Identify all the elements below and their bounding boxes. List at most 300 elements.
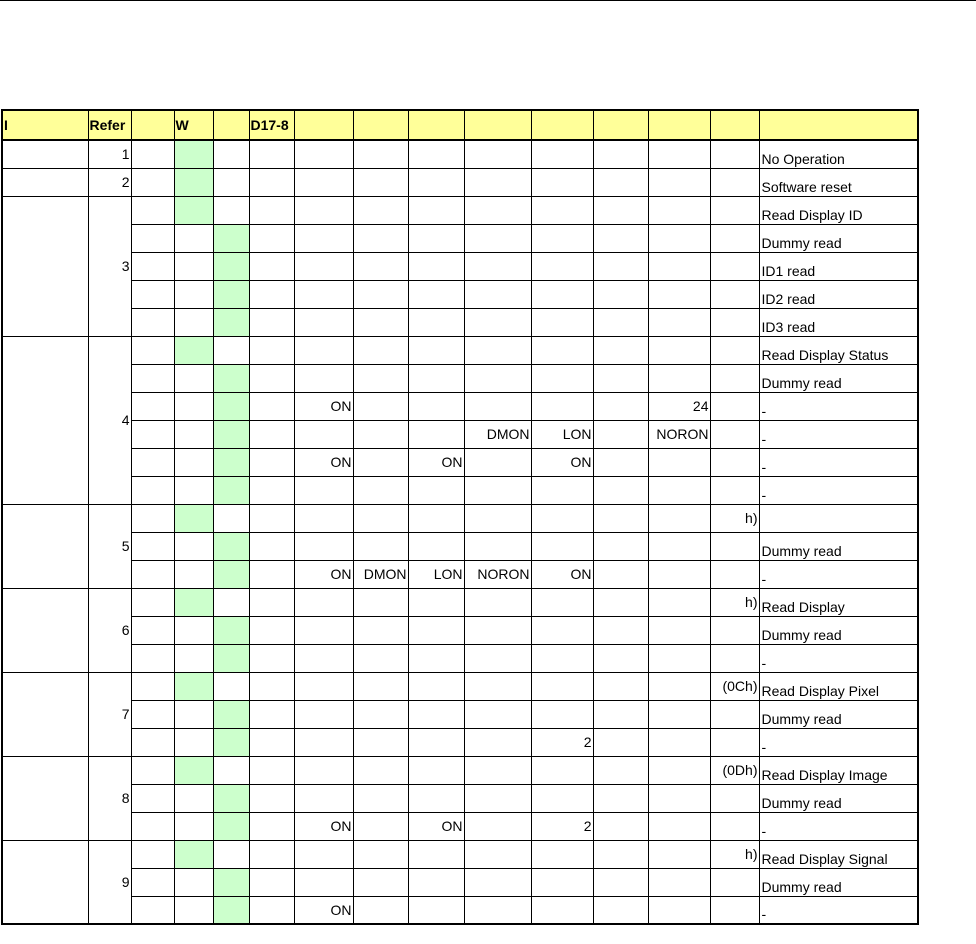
table-row — [2, 644, 918, 672]
header-col-7 — [353, 110, 408, 140]
empty-cell — [648, 896, 710, 924]
bit-value: ON — [294, 896, 353, 924]
empty-cell — [249, 252, 294, 280]
empty-cell — [464, 532, 531, 560]
empty-cell — [648, 672, 710, 700]
group-cell — [2, 196, 88, 336]
empty-cell — [353, 420, 408, 448]
empty-cell — [294, 756, 353, 784]
command-description: - — [759, 728, 918, 756]
empty-cell — [294, 476, 353, 504]
empty-cell — [648, 448, 710, 476]
empty-cell — [294, 784, 353, 812]
empty-cell — [464, 280, 531, 308]
empty-cell — [648, 840, 710, 868]
table-row — [2, 896, 918, 924]
empty-cell — [131, 168, 174, 196]
empty-cell — [174, 532, 213, 560]
empty-cell — [593, 756, 648, 784]
group-cell — [2, 840, 88, 924]
empty-cell — [593, 784, 648, 812]
empty-cell — [464, 784, 531, 812]
group-cell — [2, 504, 88, 588]
bit-value: 2 — [531, 812, 593, 840]
empty-cell — [593, 868, 648, 896]
empty-cell — [408, 140, 464, 168]
empty-cell — [408, 616, 464, 644]
empty-cell — [464, 336, 531, 364]
bit-value: h) — [710, 840, 759, 868]
empty-cell — [531, 280, 593, 308]
rw-indicator-cell — [174, 336, 213, 364]
rw-indicator-cell — [213, 560, 249, 588]
empty-cell — [294, 728, 353, 756]
command-description: Dummy read — [759, 224, 918, 252]
empty-cell — [249, 756, 294, 784]
bit-value: DMON — [464, 420, 531, 448]
table-row — [2, 672, 918, 700]
empty-cell — [648, 280, 710, 308]
rw-indicator-cell — [213, 308, 249, 336]
empty-cell — [648, 784, 710, 812]
empty-cell — [249, 896, 294, 924]
table-row — [2, 532, 918, 560]
empty-cell — [353, 728, 408, 756]
empty-cell — [464, 812, 531, 840]
reference-number: 6 — [88, 588, 131, 672]
empty-cell — [353, 196, 408, 224]
empty-cell — [648, 532, 710, 560]
empty-cell — [593, 812, 648, 840]
empty-cell — [408, 896, 464, 924]
table-row — [2, 700, 918, 728]
empty-cell — [353, 812, 408, 840]
bit-value: DMON — [353, 560, 408, 588]
empty-cell — [464, 392, 531, 420]
empty-cell — [710, 420, 759, 448]
command-description: Read Display Pixel — [759, 672, 918, 700]
header-col-12 — [648, 110, 710, 140]
table-row — [2, 868, 918, 896]
empty-cell — [408, 252, 464, 280]
table-row — [2, 616, 918, 644]
empty-cell — [593, 364, 648, 392]
rw-indicator-cell — [174, 168, 213, 196]
bit-value: (0Ch) — [710, 672, 759, 700]
empty-cell — [213, 196, 249, 224]
command-description: Read Display — [759, 588, 918, 616]
empty-cell — [249, 168, 294, 196]
empty-cell — [531, 252, 593, 280]
empty-cell — [648, 308, 710, 336]
empty-cell — [131, 504, 174, 532]
table-row — [2, 196, 918, 224]
empty-cell — [531, 504, 593, 532]
empty-cell — [249, 672, 294, 700]
empty-cell — [294, 168, 353, 196]
empty-cell — [294, 224, 353, 252]
header-row — [2, 110, 918, 140]
table-row — [2, 420, 918, 448]
empty-cell — [710, 336, 759, 364]
empty-cell — [249, 504, 294, 532]
command-description: - — [759, 812, 918, 840]
empty-cell — [464, 140, 531, 168]
rw-indicator-cell — [174, 140, 213, 168]
rw-indicator-cell — [213, 616, 249, 644]
empty-cell — [464, 252, 531, 280]
table-row — [2, 756, 918, 784]
empty-cell — [531, 168, 593, 196]
empty-cell — [648, 868, 710, 896]
empty-cell — [408, 756, 464, 784]
reference-number: 7 — [88, 672, 131, 756]
rw-indicator-cell — [213, 364, 249, 392]
bit-value: ON — [408, 812, 464, 840]
header-col-13 — [710, 110, 759, 140]
empty-cell — [131, 336, 174, 364]
empty-cell — [249, 308, 294, 336]
empty-cell — [710, 280, 759, 308]
empty-cell — [174, 700, 213, 728]
table-row — [2, 280, 918, 308]
empty-cell — [353, 448, 408, 476]
empty-cell — [464, 756, 531, 784]
empty-cell — [131, 448, 174, 476]
empty-cell — [408, 280, 464, 308]
empty-cell — [213, 168, 249, 196]
table-row — [2, 588, 918, 616]
rw-indicator-cell — [213, 476, 249, 504]
command-description: - — [759, 644, 918, 672]
rw-indicator-cell — [174, 588, 213, 616]
empty-cell — [593, 700, 648, 728]
empty-cell — [249, 616, 294, 644]
empty-cell — [408, 504, 464, 532]
empty-cell — [294, 140, 353, 168]
empty-cell — [408, 532, 464, 560]
empty-cell — [174, 308, 213, 336]
empty-cell — [464, 588, 531, 616]
empty-cell — [408, 840, 464, 868]
rw-indicator-cell — [174, 196, 213, 224]
empty-cell — [294, 868, 353, 896]
empty-cell — [131, 756, 174, 784]
empty-cell — [408, 588, 464, 616]
empty-cell — [593, 728, 648, 756]
empty-cell — [531, 392, 593, 420]
bit-value: NORON — [464, 560, 531, 588]
empty-cell — [710, 196, 759, 224]
empty-cell — [593, 588, 648, 616]
rw-indicator-cell — [174, 672, 213, 700]
empty-cell — [131, 252, 174, 280]
empty-cell — [294, 588, 353, 616]
empty-cell — [131, 140, 174, 168]
command-description: No Operation — [759, 140, 918, 168]
empty-cell — [174, 420, 213, 448]
empty-cell — [710, 224, 759, 252]
command-description: - — [759, 392, 918, 420]
rw-indicator-cell — [213, 812, 249, 840]
header-col-9 — [464, 110, 531, 140]
rw-indicator-cell — [174, 504, 213, 532]
table-row — [2, 140, 918, 168]
reference-number: 3 — [88, 196, 131, 336]
bit-value: NORON — [648, 420, 710, 448]
header-col-0: I — [2, 110, 88, 140]
empty-cell — [593, 224, 648, 252]
table-row — [2, 252, 918, 280]
empty-cell — [408, 644, 464, 672]
empty-cell — [353, 896, 408, 924]
empty-cell — [464, 168, 531, 196]
empty-cell — [648, 728, 710, 756]
table-row — [2, 336, 918, 364]
empty-cell — [593, 336, 648, 364]
empty-cell — [648, 224, 710, 252]
empty-cell — [593, 840, 648, 868]
command-description: - — [759, 448, 918, 476]
empty-cell — [408, 392, 464, 420]
empty-cell — [294, 252, 353, 280]
rw-indicator-cell — [213, 896, 249, 924]
empty-cell — [648, 336, 710, 364]
command-table — [1, 109, 919, 925]
empty-cell — [531, 868, 593, 896]
empty-cell — [593, 616, 648, 644]
bit-value: h) — [710, 588, 759, 616]
empty-cell — [593, 140, 648, 168]
command-description: Dummy read — [759, 364, 918, 392]
empty-cell — [249, 224, 294, 252]
empty-cell — [408, 476, 464, 504]
empty-cell — [710, 868, 759, 896]
rw-indicator-cell — [213, 448, 249, 476]
top-rule — [0, 0, 976, 1]
empty-cell — [249, 588, 294, 616]
empty-cell — [648, 196, 710, 224]
empty-cell — [710, 532, 759, 560]
empty-cell — [353, 280, 408, 308]
empty-cell — [294, 840, 353, 868]
empty-cell — [131, 532, 174, 560]
empty-cell — [174, 868, 213, 896]
empty-cell — [174, 448, 213, 476]
empty-cell — [131, 476, 174, 504]
bit-value: 24 — [648, 392, 710, 420]
rw-indicator-cell — [213, 224, 249, 252]
empty-cell — [648, 504, 710, 532]
command-description: Read Display Image — [759, 756, 918, 784]
empty-cell — [531, 784, 593, 812]
bit-value: ON — [294, 560, 353, 588]
empty-cell — [249, 140, 294, 168]
header-col-11 — [593, 110, 648, 140]
empty-cell — [249, 532, 294, 560]
group-cell — [2, 140, 88, 168]
empty-cell — [593, 280, 648, 308]
empty-cell — [531, 364, 593, 392]
command-description: - — [759, 896, 918, 924]
empty-cell — [131, 868, 174, 896]
bit-value: ON — [408, 448, 464, 476]
empty-cell — [294, 364, 353, 392]
table-row — [2, 364, 918, 392]
empty-cell — [593, 308, 648, 336]
rw-indicator-cell — [174, 756, 213, 784]
command-description: Dummy read — [759, 700, 918, 728]
empty-cell — [249, 196, 294, 224]
empty-cell — [174, 364, 213, 392]
empty-cell — [464, 364, 531, 392]
bit-value: ON — [294, 812, 353, 840]
empty-cell — [408, 868, 464, 896]
empty-cell — [593, 504, 648, 532]
empty-cell — [710, 616, 759, 644]
empty-cell — [408, 420, 464, 448]
empty-cell — [249, 364, 294, 392]
empty-cell — [131, 700, 174, 728]
table-row — [2, 728, 918, 756]
empty-cell — [213, 672, 249, 700]
empty-cell — [174, 616, 213, 644]
empty-cell — [294, 280, 353, 308]
command-description: Dummy read — [759, 616, 918, 644]
header-col-6 — [294, 110, 353, 140]
empty-cell — [531, 224, 593, 252]
empty-cell — [593, 644, 648, 672]
empty-cell — [593, 196, 648, 224]
empty-cell — [131, 588, 174, 616]
empty-cell — [531, 476, 593, 504]
rw-indicator-cell — [213, 252, 249, 280]
group-cell — [2, 756, 88, 840]
rw-indicator-cell — [213, 644, 249, 672]
empty-cell — [294, 196, 353, 224]
empty-cell — [249, 476, 294, 504]
rw-indicator-cell — [213, 280, 249, 308]
empty-cell — [593, 448, 648, 476]
group-cell — [2, 588, 88, 672]
rw-indicator-cell — [213, 392, 249, 420]
empty-cell — [249, 560, 294, 588]
rw-indicator-cell — [213, 420, 249, 448]
empty-cell — [213, 140, 249, 168]
empty-cell — [464, 448, 531, 476]
empty-cell — [131, 224, 174, 252]
empty-cell — [710, 700, 759, 728]
empty-cell — [353, 644, 408, 672]
empty-cell — [710, 728, 759, 756]
empty-cell — [408, 224, 464, 252]
empty-cell — [464, 616, 531, 644]
empty-cell — [174, 896, 213, 924]
empty-cell — [294, 532, 353, 560]
bit-value: (0Dh) — [710, 756, 759, 784]
empty-cell — [408, 308, 464, 336]
empty-cell — [249, 392, 294, 420]
command-description: Read Display Signal — [759, 840, 918, 868]
empty-cell — [710, 896, 759, 924]
empty-cell — [353, 224, 408, 252]
empty-cell — [131, 840, 174, 868]
empty-cell — [648, 644, 710, 672]
empty-cell — [710, 448, 759, 476]
empty-cell — [131, 308, 174, 336]
empty-cell — [353, 504, 408, 532]
empty-cell — [131, 812, 174, 840]
empty-cell — [174, 476, 213, 504]
empty-cell — [531, 588, 593, 616]
empty-cell — [464, 840, 531, 868]
command-description: Software reset — [759, 168, 918, 196]
bit-value: ON — [531, 560, 593, 588]
empty-cell — [531, 644, 593, 672]
empty-cell — [353, 364, 408, 392]
rw-indicator-cell — [213, 700, 249, 728]
empty-cell — [648, 252, 710, 280]
header-col-2 — [131, 110, 174, 140]
empty-cell — [353, 784, 408, 812]
empty-cell — [294, 336, 353, 364]
empty-cell — [174, 644, 213, 672]
empty-cell — [353, 868, 408, 896]
empty-cell — [353, 168, 408, 196]
empty-cell — [213, 756, 249, 784]
empty-cell — [648, 812, 710, 840]
empty-cell — [593, 420, 648, 448]
empty-cell — [131, 392, 174, 420]
empty-cell — [131, 196, 174, 224]
empty-cell — [593, 476, 648, 504]
reference-number: 1 — [88, 140, 131, 168]
command-description: Dummy read — [759, 532, 918, 560]
empty-cell — [174, 560, 213, 588]
empty-cell — [648, 616, 710, 644]
empty-cell — [593, 896, 648, 924]
empty-cell — [353, 392, 408, 420]
empty-cell — [710, 560, 759, 588]
empty-cell — [648, 168, 710, 196]
empty-cell — [408, 364, 464, 392]
empty-cell — [131, 672, 174, 700]
empty-cell — [531, 672, 593, 700]
table-row — [2, 840, 918, 868]
command-description: Read Display ID — [759, 196, 918, 224]
empty-cell — [249, 784, 294, 812]
empty-cell — [353, 588, 408, 616]
bit-value: ON — [294, 448, 353, 476]
empty-cell — [174, 252, 213, 280]
empty-cell — [131, 616, 174, 644]
empty-cell — [249, 868, 294, 896]
table-row — [2, 784, 918, 812]
empty-cell — [249, 700, 294, 728]
empty-cell — [174, 728, 213, 756]
empty-cell — [131, 364, 174, 392]
table-row — [2, 476, 918, 504]
empty-cell — [593, 252, 648, 280]
empty-cell — [593, 532, 648, 560]
command-description: - — [759, 560, 918, 588]
empty-cell — [648, 560, 710, 588]
command-description: ID3 read — [759, 308, 918, 336]
empty-cell — [531, 616, 593, 644]
reference-number: 4 — [88, 336, 131, 504]
empty-cell — [464, 868, 531, 896]
empty-cell — [531, 840, 593, 868]
